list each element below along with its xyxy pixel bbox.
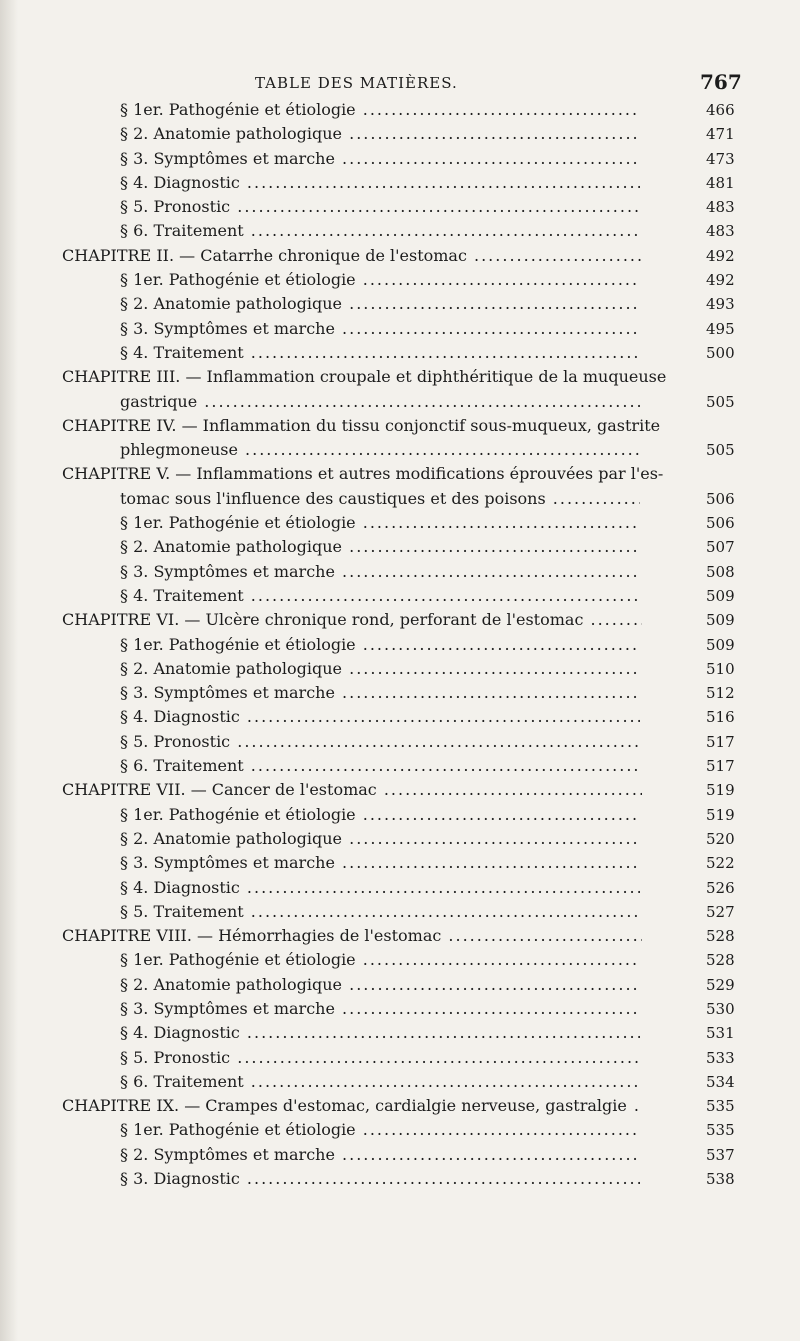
toc-section-entry: [0, 900, 800, 924]
toc-section-entry: [0, 535, 800, 559]
entry-title: § 2. Anatomie pathologique .....: [120, 122, 640, 146]
toc-chapter-entry: [0, 608, 800, 632]
entry-title: § 3. Diagnostic .....: [120, 1167, 640, 1191]
entry-page-number: 535: [706, 1097, 735, 1116]
toc-chapter-entry: [0, 414, 800, 463]
entry-title: § 3. Symptômes et marche .....: [120, 317, 640, 341]
toc-section-entry: [0, 948, 800, 972]
toc-section-entry: [0, 292, 800, 316]
entry-title: § 2. Anatomie pathologique .....: [120, 292, 640, 316]
toc-section-entry: [0, 973, 800, 997]
running-head: TABLE DES MATIÈRES.: [255, 74, 458, 92]
toc-section-entry: [0, 219, 800, 243]
toc-section-entry: [0, 1118, 800, 1142]
entry-page-number: 509: [706, 635, 735, 654]
toc-chapter-entry: [0, 462, 800, 511]
entry-title: § 4. Diagnostic .....: [120, 1021, 640, 1045]
entry-title-line2: phlegmoneuse .....: [120, 438, 640, 462]
entry-page-number: 533: [706, 1048, 735, 1067]
entry-title-line1: CHAPITRE V. — Inflammations et autres modifications éprouvées par l'es-: [62, 464, 664, 484]
toc-chapter-entry: [0, 1094, 800, 1118]
toc-section-entry: [0, 705, 800, 729]
entry-page-number: 517: [706, 757, 735, 776]
entry-title: § 4. Diagnostic .....: [120, 705, 640, 729]
entry-page-number: 517: [706, 732, 735, 751]
toc-section-entry: [0, 730, 800, 754]
entry-page-number: 492: [706, 271, 735, 290]
entry-title: § 2. Anatomie pathologique .....: [120, 657, 640, 681]
toc-section-entry: [0, 633, 800, 657]
entry-title: § 2. Symptômes et marche .....: [120, 1143, 640, 1167]
toc-section-entry: [0, 754, 800, 778]
entry-title: § 1er. Pathogénie et étiologie .....: [120, 98, 640, 122]
entry-title: § 5. Pronostic .....: [120, 195, 640, 219]
entry-title: § 2. Anatomie pathologique .....: [120, 827, 640, 851]
entry-page-number: 481: [706, 173, 735, 192]
toc-section-entry: [0, 1167, 800, 1191]
toc-chapter-entry: [0, 778, 800, 802]
toc-section-entry: [0, 851, 800, 875]
entry-page-number: 466: [706, 101, 735, 119]
entry-page-number: 507: [706, 538, 735, 557]
entry-title: § 3. Symptômes et marche .....: [120, 851, 640, 875]
entry-title: CHAPITRE VIII. — Hémorrhagies de l'estomac .....: [62, 924, 642, 948]
entry-title: § 2. Anatomie pathologique .....: [120, 973, 640, 997]
page-number: 767: [700, 70, 742, 94]
entry-title: § 3. Symptômes et marche .....: [120, 997, 640, 1021]
entry-title: § 6. Traitement .....: [120, 754, 640, 778]
entry-page-number: 495: [706, 319, 735, 338]
entry-title: § 6. Traitement .....: [120, 1070, 640, 1094]
toc-chapter-entry: [0, 924, 800, 948]
entry-title: CHAPITRE II. — Catarrhe chronique de l'estomac .....: [62, 244, 642, 268]
entry-title: § 3. Symptômes et marche .....: [120, 681, 640, 705]
entry-title-line1: CHAPITRE III. — Inflammation croupale et diphthéritique de la muqueuse: [62, 367, 667, 387]
entry-page-number: 483: [706, 222, 735, 241]
entry-title: § 1er. Pathogénie et étiologie .....: [120, 803, 640, 827]
entry-title: § 2. Anatomie pathologique .....: [120, 535, 640, 559]
entry-page-number: 522: [706, 854, 735, 873]
entry-page-number: 492: [706, 246, 735, 265]
toc-section-entry: [0, 511, 800, 535]
toc-chapter-entry: [0, 244, 800, 268]
toc-section-entry: [0, 195, 800, 219]
entry-page-number: 516: [706, 708, 735, 727]
toc-section-entry: [0, 876, 800, 900]
toc-section-entry: [0, 98, 800, 122]
entry-title: CHAPITRE IX. — Crampes d'estomac, cardialgie nerveuse, gastralgie .....: [62, 1094, 642, 1118]
toc-section-entry: [0, 341, 800, 365]
entry-title: § 4. Traitement .....: [120, 341, 640, 365]
entry-title: § 1er. Pathogénie et étiologie .....: [120, 633, 640, 657]
entry-page-number: 527: [706, 902, 735, 921]
entry-title: § 1er. Pathogénie et étiologie .....: [120, 268, 640, 292]
entry-page-number: 529: [706, 975, 735, 994]
entry-page-number: 500: [706, 343, 735, 362]
entry-title: § 5. Pronostic .....: [120, 1046, 640, 1070]
entry-page-number: 510: [706, 659, 735, 678]
entry-page-number: 528: [706, 927, 735, 946]
toc-section-entry: [0, 1046, 800, 1070]
toc-section-entry: [0, 1070, 800, 1094]
toc-section-entry: [0, 147, 800, 171]
entry-page-number: 526: [706, 878, 735, 897]
entry-page-number: 471: [706, 125, 735, 144]
entry-page-number: 493: [706, 295, 735, 314]
toc-section-entry: [0, 268, 800, 292]
entry-page-number: 519: [706, 805, 735, 824]
toc-section-entry: [0, 681, 800, 705]
toc-section-entry: [0, 560, 800, 584]
toc-section-entry: [0, 997, 800, 1021]
toc-section-entry: [0, 803, 800, 827]
entry-page-number: 509: [706, 586, 735, 605]
entry-page-number: 534: [706, 1072, 735, 1091]
entry-title: § 1er. Pathogénie et étiologie .....: [120, 948, 640, 972]
entry-page-number: 512: [706, 684, 735, 703]
entry-page-number: 535: [706, 1121, 735, 1140]
entry-page-number: 520: [706, 829, 735, 848]
toc-section-entry: [0, 657, 800, 681]
entry-title: § 5. Traitement .....: [120, 900, 640, 924]
entry-title: § 4. Diagnostic .....: [120, 171, 640, 195]
entry-page-number: 519: [706, 781, 735, 800]
toc-section-entry: [0, 584, 800, 608]
entry-title-line1: CHAPITRE IV. — Inflammation du tissu conjonctif sous-muqueux, gastrite: [62, 415, 661, 435]
entry-page-number: 538: [706, 1170, 735, 1189]
entry-page-number: 537: [706, 1145, 735, 1164]
entry-title: § 6. Traitement .....: [120, 219, 640, 243]
entry-page-number: 505: [706, 441, 735, 460]
toc-section-entry: [0, 827, 800, 851]
toc-section-entry: [0, 1143, 800, 1167]
entry-title: § 3. Symptômes et marche .....: [120, 147, 640, 171]
entry-page-number: 528: [706, 951, 735, 970]
entry-title: § 5. Pronostic .....: [120, 730, 640, 754]
entry-title: § 3. Symptômes et marche .....: [120, 560, 640, 584]
entry-title: CHAPITRE VII. — Cancer de l'estomac .....: [62, 778, 642, 802]
entry-page-number: 506: [706, 489, 735, 508]
toc-section-entry: [0, 171, 800, 195]
entry-page-number: 530: [706, 999, 735, 1018]
entry-title: § 1er. Pathogénie et étiologie .....: [120, 511, 640, 535]
entry-page-number: 508: [706, 562, 735, 581]
table-of-contents: [0, 98, 800, 1191]
entry-page-number: 509: [706, 611, 735, 630]
entry-page-number: 473: [706, 149, 735, 168]
entry-page-number: 505: [706, 392, 735, 411]
entry-title: § 4. Traitement .....: [120, 584, 640, 608]
toc-chapter-entry: [0, 365, 800, 414]
entry-title-line2: tomac sous l'influence des caustiques et des poisons .....: [120, 487, 640, 511]
entry-title: § 4. Diagnostic .....: [120, 876, 640, 900]
toc-section-entry: [0, 122, 800, 146]
entry-page-number: 506: [706, 514, 735, 533]
entry-page-number: 483: [706, 198, 735, 217]
entry-title: CHAPITRE VI. — Ulcère chronique rond, perforant de l'estomac .....: [62, 608, 642, 632]
toc-section-entry: [0, 317, 800, 341]
entry-page-number: 531: [706, 1024, 735, 1043]
toc-section-entry: [0, 1021, 800, 1045]
entry-title-line2: gastrique .....: [120, 390, 640, 414]
entry-title: § 1er. Pathogénie et étiologie .....: [120, 1118, 640, 1142]
